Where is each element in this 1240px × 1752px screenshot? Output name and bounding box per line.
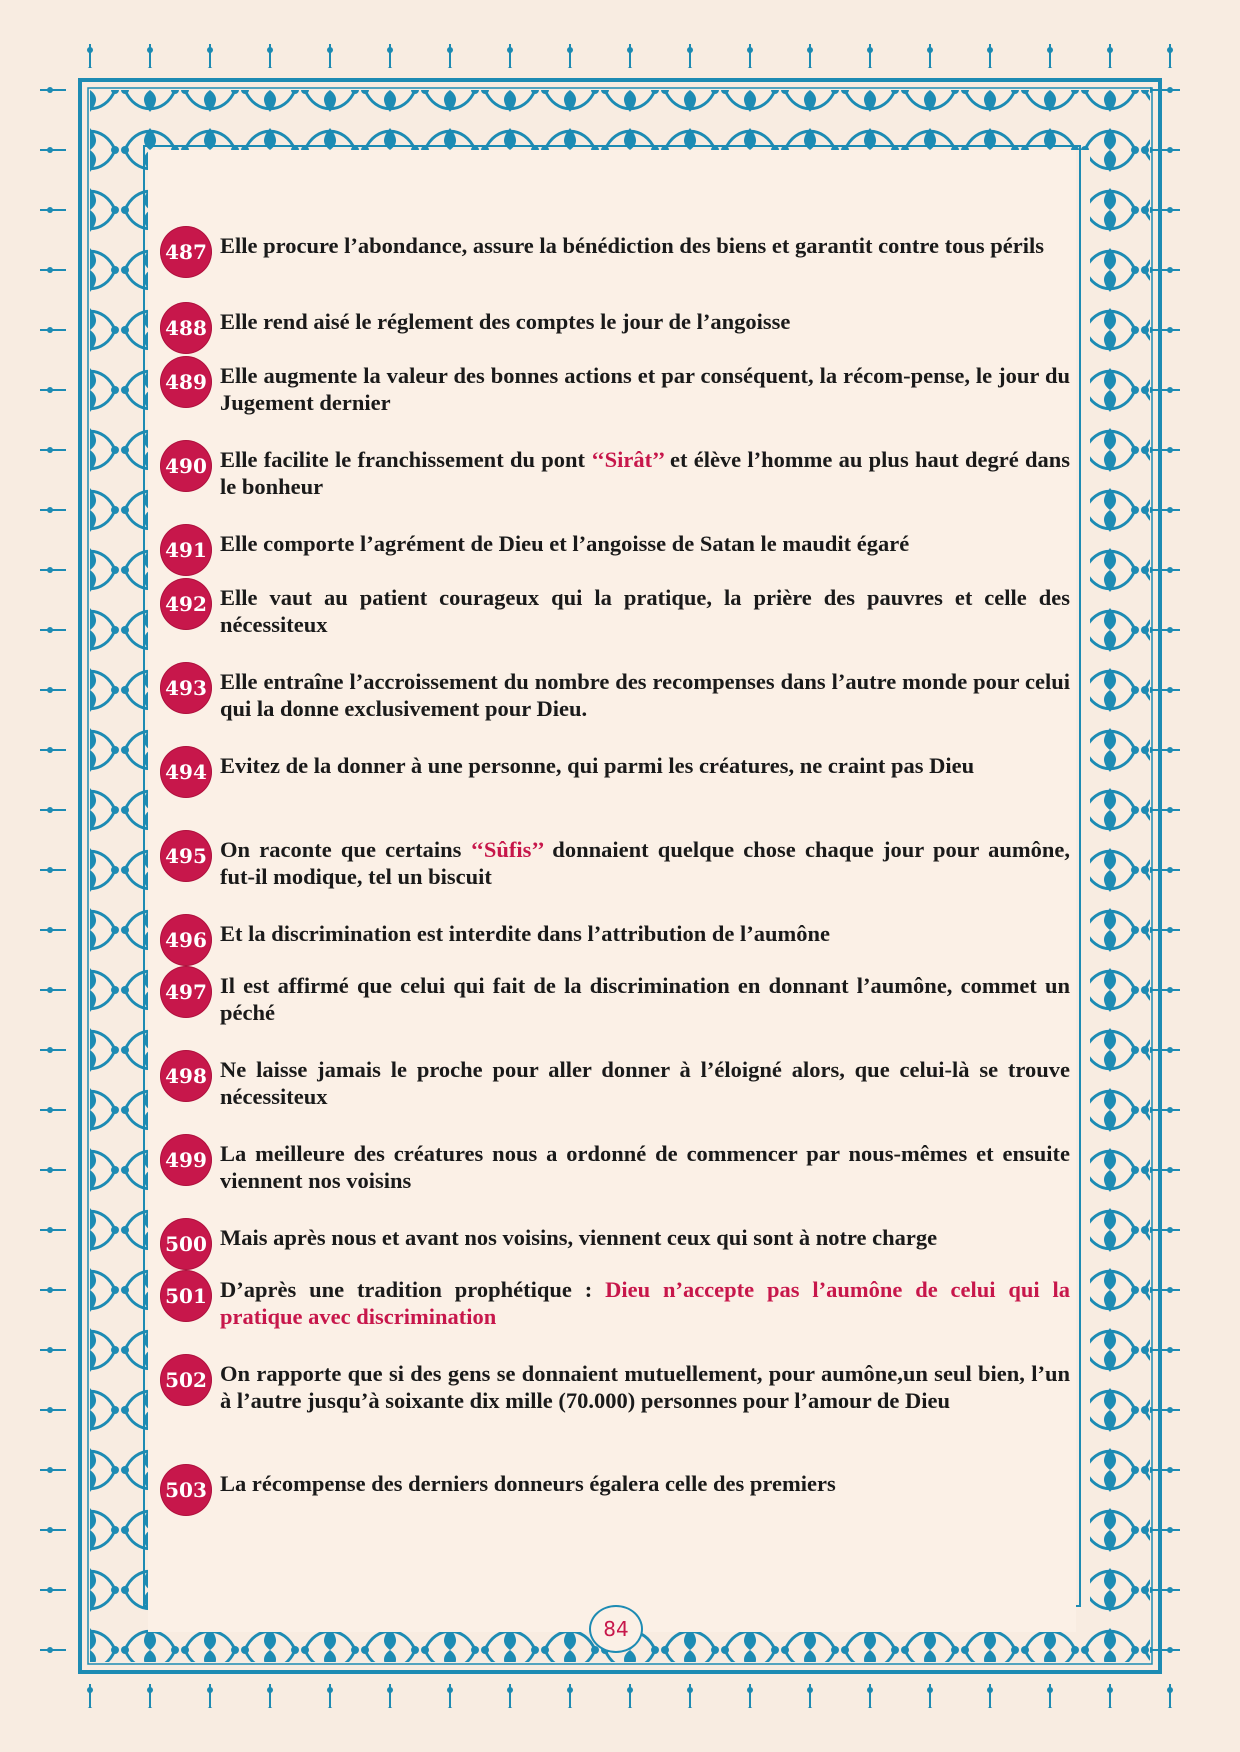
entry-text-segment: Il est affirmé que celui qui fait de la discrimination en donnant l’aumône, commet un péché: [220, 973, 1070, 1025]
entry-text-segment: Elle entraîne l’accroissement du nombre des recompenses dans l’autre monde pour celui qui la donne exclusivement pour Dieu.: [220, 669, 1070, 721]
entry-text-segment: D’après une tradition prophétique :: [220, 1277, 606, 1302]
entry-text-segment: Ne laisse jamais le proche pour aller donner à l’éloigné alors, que celui-là se trouve nécessiteux: [220, 1057, 1070, 1109]
entry-item: [160, 302, 1070, 354]
entry-number-badge: 492: [160, 578, 212, 630]
entry-text: [220, 440, 1070, 500]
entry-text-segment: Elle comporte l’agrément de Dieu et l’angoisse de Satan le maudit égaré: [220, 531, 910, 556]
entry-text: [220, 914, 1070, 947]
entry-text-segment: Et la discrimination est interdite dans l’attribution de l’aumône: [220, 921, 831, 946]
entry-item: [160, 1464, 1070, 1516]
entry-number-badge: 497: [160, 966, 212, 1018]
entry-item: [160, 1354, 1070, 1414]
entry-text: [220, 662, 1070, 722]
entry-text-segment: et élève l’homme au plus haut degré dans le bonheur: [220, 447, 1070, 499]
highlighted-text: Dieu n’accepte pas l’aumône de celui qui la pratique avec discrimination: [220, 1277, 1071, 1329]
entry-text: [220, 1464, 1070, 1497]
entry-item: [160, 746, 1070, 798]
entry-text: [220, 1270, 1070, 1330]
entry-number-badge: 495: [160, 830, 212, 882]
entry-text-segment: La récompense des derniers donneurs égalera celle des premiers: [220, 1471, 836, 1496]
entry-number-badge: 493: [160, 662, 212, 714]
entry-text: [220, 830, 1070, 890]
entry-text-segment: On raconte que certains: [220, 837, 471, 862]
entry-item: [160, 226, 1070, 278]
entry-item: [160, 440, 1070, 500]
entry-number-badge: 496: [160, 914, 212, 966]
entry-number-badge: 490: [160, 440, 212, 492]
entry-item: [160, 966, 1070, 1026]
entry-number-badge: 488: [160, 302, 212, 354]
entry-text: [220, 1218, 1070, 1251]
entry-text: [220, 302, 1070, 335]
entry-text-segment: Elle rend aisé le réglement des comptes le jour de l’angoisse: [220, 309, 791, 334]
entry-text: [220, 966, 1070, 1026]
entry-item: [160, 524, 1070, 576]
entry-text-segment: Elle facilite le franchissement du pont: [220, 447, 592, 472]
entry-item: [160, 914, 1070, 966]
highlighted-text: ‘‘Sûfis’’: [470, 837, 544, 862]
entry-text: [220, 1134, 1070, 1194]
entry-number-badge: 501: [160, 1270, 212, 1322]
entry-number-badge: 500: [160, 1218, 212, 1270]
entry-item: [160, 830, 1070, 890]
entry-text-segment: Mais après nous et avant nos voisins, viennent ceux qui sont à notre charge: [220, 1225, 938, 1250]
entry-number-badge: 499: [160, 1134, 212, 1186]
entry-text: [220, 746, 1070, 779]
entry-text: [220, 524, 1070, 557]
entry-number-badge: 494: [160, 746, 212, 798]
entry-text-segment: Evitez de la donner à une personne, qui parmi les créatures, ne craint pas Dieu: [220, 753, 975, 778]
entry-number-badge: 502: [160, 1354, 212, 1406]
page-number: 84: [589, 1605, 643, 1653]
entry-text-segment: donnaient quelque chose chaque jour pour aumône, fut-il modique, tel un biscuit: [220, 837, 1070, 889]
entry-item: [160, 662, 1070, 722]
entry-number-badge: 503: [160, 1464, 212, 1516]
entry-text-segment: On rapporte que si des gens se donnaient mutuellement, pour aumône,un seul bien, l’un à l’autre jusqu’à soixante dix mille (70.000) personnes pour l’amour de Dieu: [220, 1361, 1070, 1413]
highlighted-text: ‘‘Sirât’’: [591, 447, 664, 472]
entry-number-badge: 487: [160, 226, 212, 278]
entry-item: [160, 578, 1070, 638]
entry-text-segment: La meilleure des créatures nous a ordonné de commencer par nous-mêmes et ensuite viennent nos voisins: [220, 1141, 1070, 1193]
entry-item: [160, 1270, 1070, 1330]
entry-item: [160, 1134, 1070, 1194]
entry-number-badge: 491: [160, 524, 212, 576]
entry-text: [220, 578, 1070, 638]
entry-text: [220, 1050, 1070, 1110]
entry-item: [160, 356, 1070, 416]
entry-number-badge: 498: [160, 1050, 212, 1102]
entry-text-segment: Elle augmente la valeur des bonnes actions et par conséquent, la récom-pense, le jour du Jugement dernier: [220, 363, 1070, 415]
entry-item: [160, 1218, 1070, 1270]
entry-text: [220, 1354, 1070, 1414]
entry-text-segment: Elle vaut au patient courageux qui la pratique, la prière des pauvres et celle des nécessiteux: [220, 585, 1070, 637]
entry-text: [220, 226, 1070, 259]
entry-number-badge: 489: [160, 356, 212, 408]
entry-text-segment: Elle procure l’abondance, assure la bénédiction des biens et garantit contre tous périls: [220, 233, 1044, 258]
entry-item: [160, 1050, 1070, 1110]
entry-text: [220, 356, 1070, 416]
